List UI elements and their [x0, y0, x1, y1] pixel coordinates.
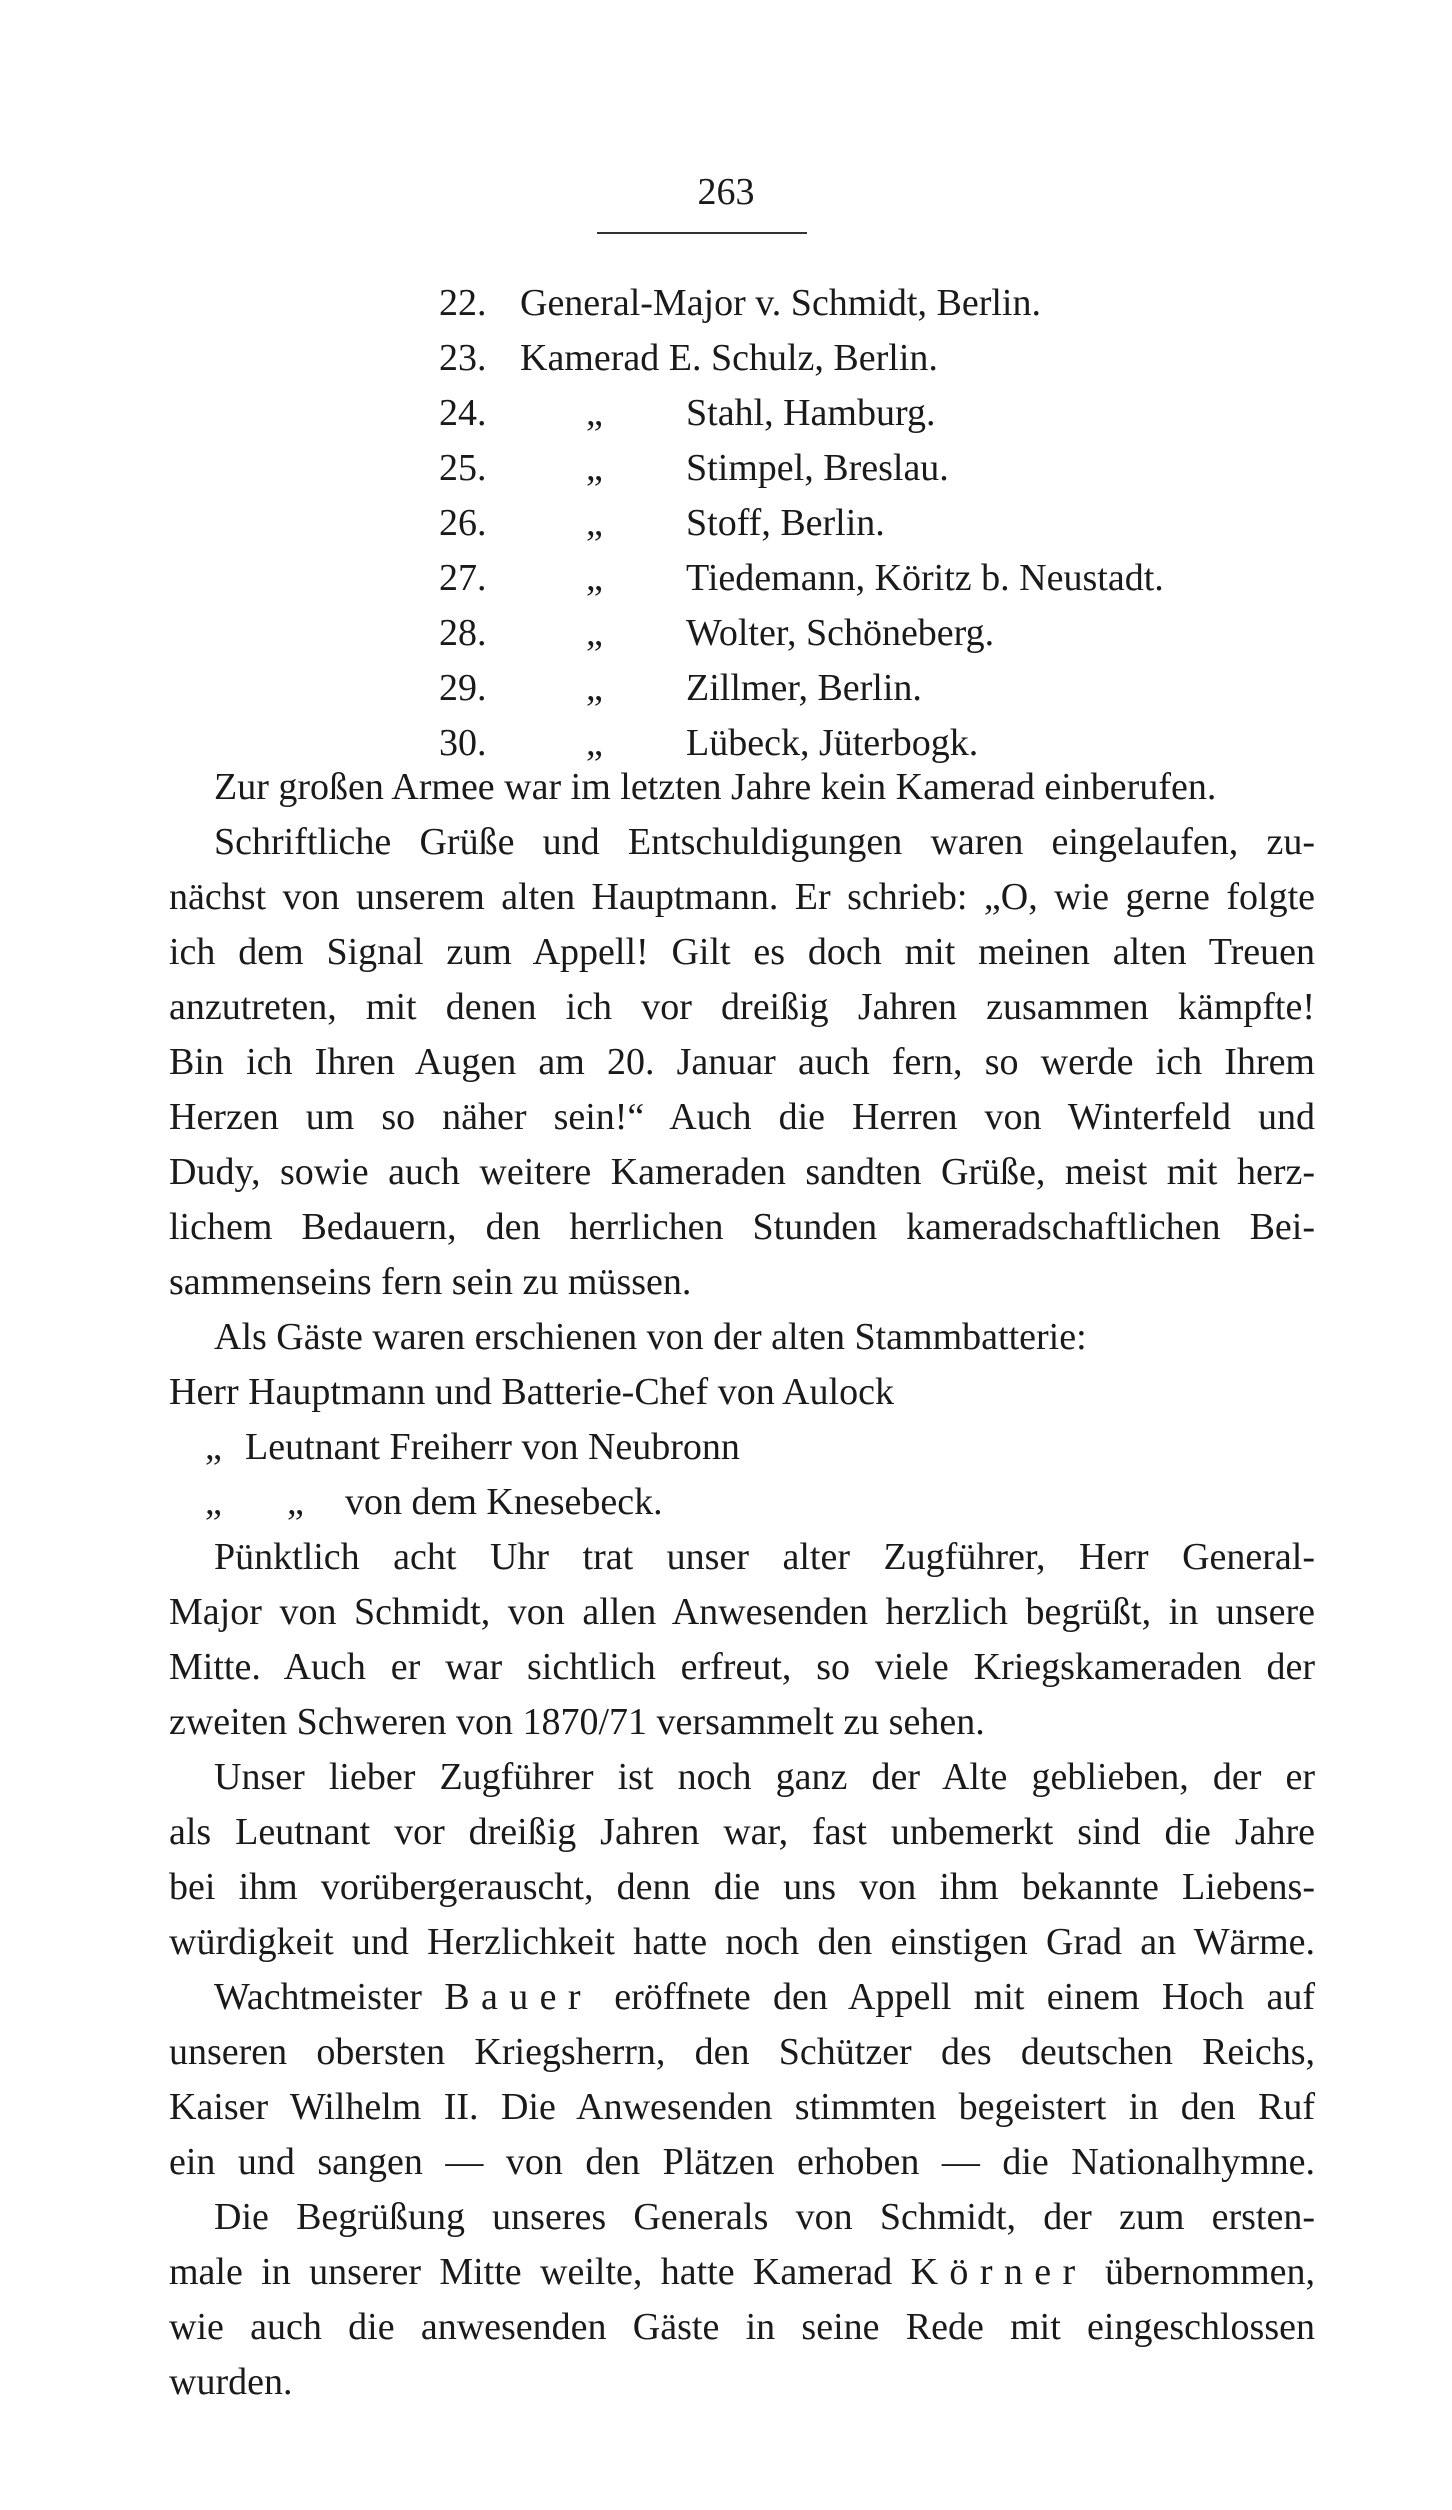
text-line	[169, 1255, 1315, 1310]
ditto-mark: „	[586, 392, 603, 434]
line-text: würdigkeit und Herzlichkeit hatte noch den einstigen Grad an Wärme.	[169, 1921, 1315, 1963]
text-line	[169, 2135, 1315, 2190]
line-text: Kaiser Wilhelm II. Die Anwesenden stimmten begeistert in den Ruf	[169, 2086, 1315, 2128]
text-line	[169, 1200, 1315, 1255]
ditto-mark: „	[586, 722, 603, 764]
entry-number: 29.	[439, 667, 487, 709]
line-text: anzutreten, mit denen ich vor dreißig Jahren zusammen kämpfte!	[169, 986, 1315, 1028]
line-text: unseren obersten Kriegsherrn, den Schützer des deutschen Reichs,	[169, 2031, 1315, 2073]
entry-name: Stoff, Berlin.	[686, 502, 885, 544]
text-line	[169, 1310, 1315, 1365]
text-line	[169, 1750, 1315, 1805]
text-line	[169, 870, 1315, 925]
line-text: ein und sangen — von den Plätzen erhoben — die Nationalhymne.	[169, 2141, 1315, 2183]
entry-name: Wolter, Schöneberg.	[686, 612, 995, 654]
line-text: Als Gäste waren erschienen von der alten Stammbatterie:	[214, 1316, 1087, 1358]
text-line	[169, 2355, 1315, 2410]
entry-number: 28.	[439, 612, 487, 654]
text-line	[169, 1640, 1315, 1695]
guest-line	[169, 1420, 1315, 1475]
entry-number: 22.	[439, 282, 487, 324]
roster-entry	[0, 496, 1452, 551]
emphasized-name: Bauer	[444, 1976, 592, 2018]
text-line	[169, 760, 1315, 815]
text-line	[169, 2190, 1315, 2245]
text-line	[169, 925, 1315, 980]
entry-number: 25.	[439, 447, 487, 489]
emphasized-name: Körner	[910, 2251, 1087, 2293]
roster-entry	[0, 661, 1452, 716]
roster-entry	[0, 441, 1452, 496]
line-text: Herr Hauptmann und Batterie-Chef von Aulock	[169, 1371, 894, 1413]
line-text: bei ihm vorübergerauscht, denn die uns von ihm bekannte Liebens-	[169, 1866, 1315, 1908]
roster-entry	[0, 276, 1452, 331]
text-line	[169, 1530, 1315, 1585]
ditto-mark: „	[586, 447, 603, 489]
line-text: Mitte. Auch er war sichtlich erfreut, so viele Kriegskameraden der	[169, 1646, 1315, 1688]
line-text: Major von Schmidt, von allen Anwesenden herzlich begrüßt, in unsere	[169, 1591, 1315, 1633]
line-text: Herzen um so näher sein!“ Auch die Herren von Winterfeld und	[169, 1096, 1315, 1138]
line-text: lichem Bedauern, den herrlichen Stunden kameradschaftlichen Bei-	[169, 1206, 1315, 1248]
header-rule	[597, 232, 807, 234]
line-text: wie auch die anwesenden Gäste in seine Rede mit eingeschlossen	[169, 2306, 1315, 2348]
text-line	[169, 1585, 1315, 1640]
line-text: Zur großen Armee war im letzten Jahre kein Kamerad einberufen.	[214, 766, 1217, 808]
line-text: übernommen,	[1086, 2251, 1315, 2293]
text-line	[169, 1090, 1315, 1145]
line-text: nächst von unserem alten Hauptmann. Er schrieb: „O, wie gerne folgte	[169, 876, 1315, 918]
roster-entry	[0, 606, 1452, 661]
line-text: eröffnete den Appell mit einem Hoch auf	[591, 1976, 1315, 2018]
line-text: male in unserer Mitte weilte, hatte Kamerad	[169, 2251, 911, 2293]
roster-entry	[0, 386, 1452, 441]
text-line	[169, 1035, 1315, 1090]
entry-number: 23.	[439, 337, 487, 379]
text-line	[169, 2025, 1315, 2080]
text-line	[169, 1805, 1315, 1860]
entry-name: General-Major v. Schmidt, Berlin.	[520, 282, 1041, 324]
line-text: Leutnant Freiherr von Neubronn	[245, 1426, 740, 1468]
guest-line	[169, 1365, 1315, 1420]
entry-number: 26.	[439, 502, 487, 544]
line-text: Schriftliche Grüße und Entschuldigungen waren eingelaufen, zu-	[214, 821, 1315, 863]
ditto-mark: „	[586, 612, 603, 654]
text-line	[169, 815, 1315, 870]
line-text: von dem Knesebeck.	[345, 1481, 663, 1523]
text-line	[169, 980, 1315, 1035]
body-text	[169, 760, 1315, 2410]
entry-name: Tiedemann, Köritz b. Neustadt.	[686, 557, 1164, 599]
page-number: 263	[697, 171, 755, 213]
ditto-mark: „	[586, 557, 603, 599]
line-text: sammenseins fern sein zu müssen.	[169, 1261, 692, 1303]
entry-number: 30.	[439, 722, 487, 764]
line-text: Wachtmeister	[214, 1976, 445, 2018]
text-line	[169, 1695, 1315, 1750]
line-text: Dudy, sowie auch weitere Kameraden sandten Grüße, meist mit herz-	[169, 1151, 1315, 1193]
roster-list	[0, 276, 1452, 771]
entry-name: Lübeck, Jüterbogk.	[686, 722, 979, 764]
roster-entry	[0, 551, 1452, 606]
line-text: Pünktlich acht Uhr trat unser alter Zugführer, Herr General-	[214, 1536, 1315, 1578]
entry-name: Stahl, Hamburg.	[686, 392, 936, 434]
ditto-mark: „	[586, 667, 603, 709]
guest-line	[169, 1475, 1315, 1530]
text-line	[169, 2080, 1315, 2135]
line-text: Bin ich Ihren Augen am 20. Januar auch fern, so werde ich Ihrem	[169, 1041, 1315, 1083]
entry-name: Zillmer, Berlin.	[686, 667, 922, 709]
roster-entry	[0, 331, 1452, 386]
line-text: „	[287, 1481, 304, 1523]
entry-number: 24.	[439, 392, 487, 434]
entry-name: Kamerad E. Schulz, Berlin.	[520, 337, 938, 379]
line-text: „	[205, 1426, 222, 1468]
text-line	[169, 1145, 1315, 1200]
line-text: zweiten Schweren von 1870/71 versammelt zu sehen.	[169, 1701, 985, 1743]
text-line	[169, 1860, 1315, 1915]
ditto-mark: „	[586, 502, 603, 544]
text-line	[169, 2245, 1315, 2300]
line-text: Die Begrüßung unseres Generals von Schmidt, der zum ersten-	[214, 2196, 1315, 2238]
line-text: ich dem Signal zum Appell! Gilt es doch mit meinen alten Treuen	[169, 931, 1315, 973]
text-line	[169, 2300, 1315, 2355]
text-line	[169, 1970, 1315, 2025]
line-text: Unser lieber Zugführer ist noch ganz der Alte geblieben, der er	[214, 1756, 1315, 1798]
line-text: wurden.	[169, 2361, 293, 2403]
line-text: „	[205, 1481, 222, 1523]
text-line	[169, 1915, 1315, 1970]
entry-name: Stimpel, Breslau.	[686, 447, 949, 489]
line-text: als Leutnant vor dreißig Jahren war, fast unbemerkt sind die Jahre	[169, 1811, 1315, 1853]
entry-number: 27.	[439, 557, 487, 599]
